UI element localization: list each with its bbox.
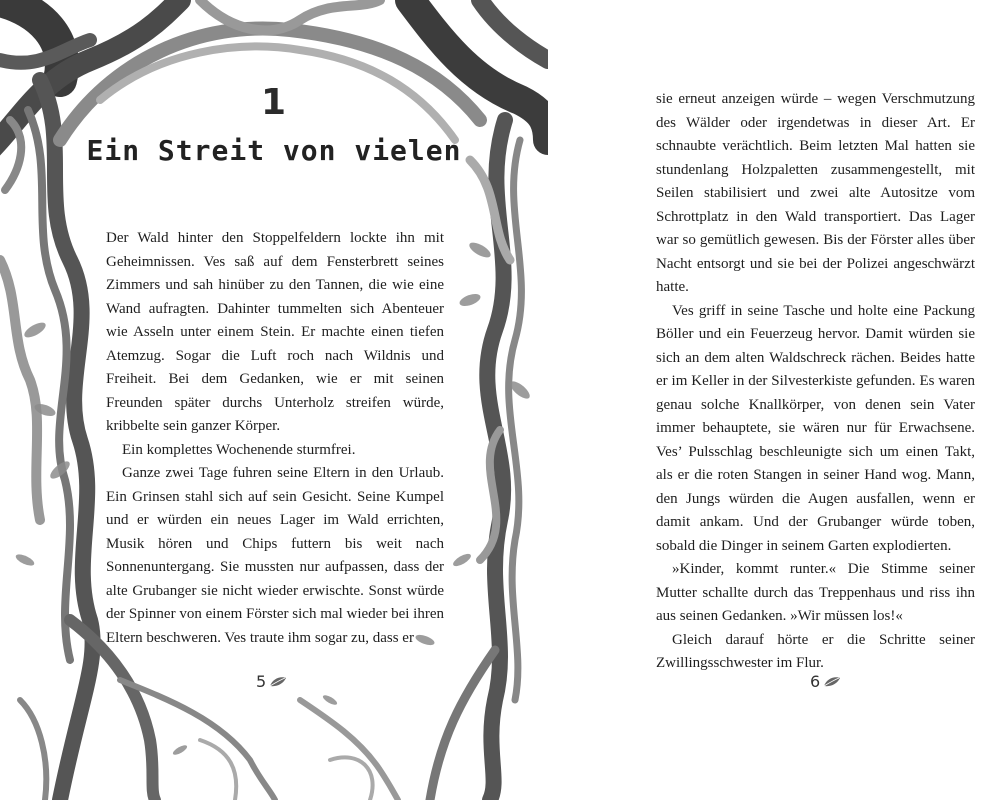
paragraph: Der Wald hinter den Stoppelfeldern lockte ihn mit Geheimnissen. Ves saß auf dem Fensterbrett seines Zimmers und sah hinüber zu den Tannen, die wie eine Wand aufragten. Dahinter tummelten sich Abenteuer wie Asseln unter einem Stein. Er machte einen tiefen Atemzug. Sogar die Luft roch nach Wildnis und Freiheit. Bei dem Gedanken, wie er mit seinen Freunden später durchs Unterholz streifen würde, kribbelte sein ganzer Körper.	[106, 230, 444, 434]
paragraph: sie erneut anzeigen würde – wegen Verschmutzung des Wälder oder irgendetwas in dieser Art. Er schnaubte verächtlich. Beim letzten Mal hatten sie stundenlang Holzpaletten zusammengestellt, mit Seilen stabilisiert und zwei alte Autositze vom Schrottplatz in den Wald transportiert. Das Lager war so gemütlich gewesen. Bis der Förster alles über Nacht entsorgt und sie bei der Polizei angeschwärzt hatte.	[656, 91, 975, 295]
chapter-title: Ein Streit von vielen	[86, 134, 462, 167]
right-page-text	[656, 88, 975, 676]
paragraph: Gleich darauf hörte er die Schritte seiner Zwillingsschwester im Flur.	[656, 631, 975, 671]
left-page-text	[106, 227, 444, 650]
paragraph: Ganze zwei Tage fuhren seine Eltern in den Urlaub. Ein Grinsen stahl sich auf sein Gesicht. Seine Kumpel und er würden ein neues Lager im Wald errichten, Musik hören und Chips futtern bis weit nach Sonnenuntergang. Sie mussten nur aufpassen, dass der alte Grubanger sie nicht wieder erwischte. Sonst würde der Spinner von einem Förster sich mal wieder bei ihren Eltern beschweren. Ves traute ihm sogar zu, dass er	[106, 465, 444, 646]
leaf-icon	[823, 676, 841, 688]
page-number-value: 6	[810, 672, 821, 691]
leaf-icon	[269, 676, 287, 688]
paragraph: »Kinder, kommt runter.« Die Stimme seiner Mutter schallte durch das Treppenhaus und riss ihn aus seinen Gedanken. »Wir müssen los!«	[656, 561, 975, 624]
paragraph: Ein komplettes Wochenende sturmfrei.	[122, 441, 356, 458]
right-page	[548, 0, 1000, 800]
page-number-left	[256, 672, 287, 691]
page-number-value: 5	[256, 672, 267, 691]
page-number-right	[810, 672, 841, 691]
chapter-number: 1	[260, 82, 288, 123]
paragraph: Ves griff in seine Tasche und holte eine Packung Böller und ein Feuerzeug hervor. Damit würden sie sich an dem alten Waldschreck rächen. Beides hatte er im Keller in der Silvesterkiste gefunden. Es waren genau solche Knallkörper, von denen sein Vater immer behauptete, sie wären nur für Erwachsene. Ves’ Pulsschlag beschleunigte sich um einen Takt, als er die roten Stangen in seiner Hand wog. Mann, den Jungs würden die Augen ausfallen, wenn er damit ankam. Und der Grubanger würde toben, sobald die Dinger in seinem Garten explodierten.	[656, 302, 975, 554]
